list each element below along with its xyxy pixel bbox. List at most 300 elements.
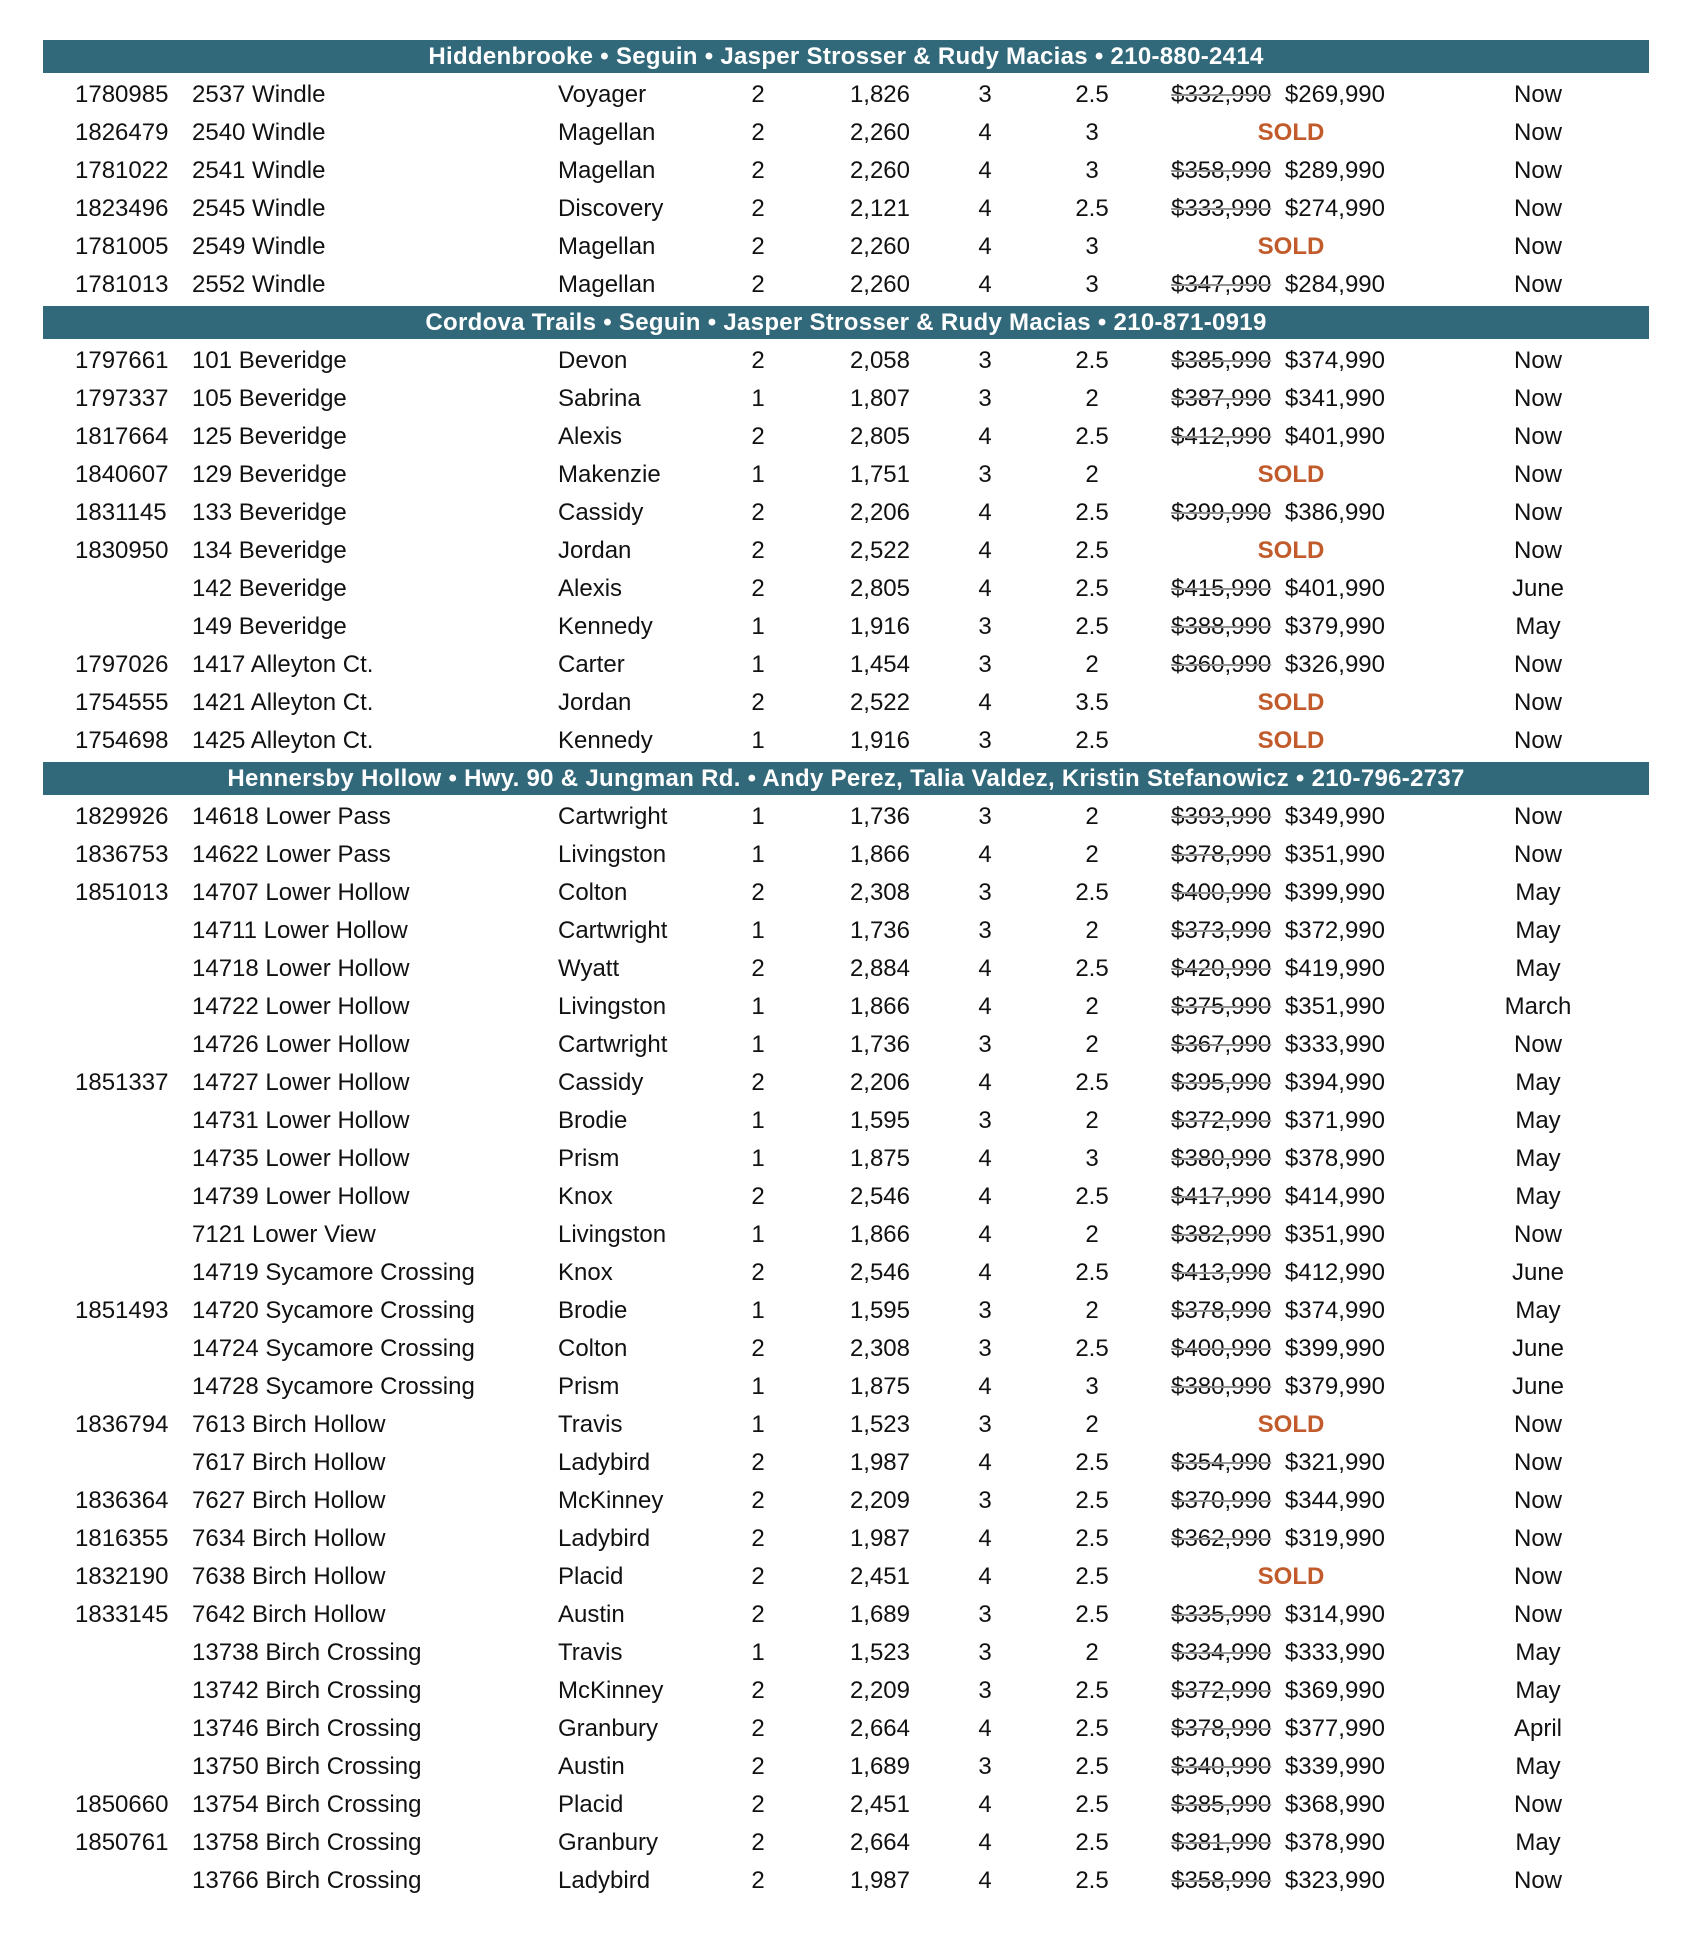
- old-price: $375,990: [1171, 993, 1272, 1020]
- new-price: $289,990: [1284, 157, 1385, 184]
- community-section: [0, 40, 1700, 304]
- new-price: $284,990: [1284, 271, 1385, 298]
- price-cell: [1125, 1406, 1385, 1444]
- sold-badge: SOLD: [1257, 1563, 1325, 1590]
- availability: Now: [1513, 689, 1562, 716]
- listing-row: [0, 266, 1700, 304]
- stories-count: 1: [751, 1373, 765, 1400]
- availability: Now: [1513, 1791, 1562, 1818]
- plan-name: Cartwright: [558, 803, 668, 830]
- plan-name: Alexis: [558, 575, 623, 602]
- stories-count: 2: [751, 1563, 765, 1590]
- baths-count: 2: [1085, 1639, 1099, 1666]
- availability: Now: [1513, 727, 1562, 754]
- price-cell: [1125, 1140, 1385, 1178]
- plan-name: Magellan: [558, 271, 656, 298]
- listing-id: [75, 1330, 195, 1368]
- baths-count: 2.5: [1075, 1525, 1109, 1552]
- beds-count: 4: [978, 1715, 992, 1742]
- square-footage: 2,121: [849, 195, 910, 222]
- listing-row: [0, 114, 1700, 152]
- baths-count: 2: [1085, 461, 1099, 488]
- beds-count: 3: [978, 1411, 992, 1438]
- stories-count: 1: [751, 917, 765, 944]
- baths-count: 2.5: [1075, 347, 1109, 374]
- listing-address: 13738 Birch Crossing: [192, 1639, 422, 1666]
- listing-address: 7617 Birch Hollow: [192, 1449, 386, 1476]
- availability: June: [1511, 575, 1565, 602]
- old-price: $381,990: [1171, 1829, 1272, 1856]
- baths-count: 2.5: [1075, 1259, 1109, 1286]
- square-footage: 2,522: [849, 689, 910, 716]
- old-price: $334,990: [1171, 1639, 1272, 1666]
- listing-row: [0, 76, 1700, 114]
- listing-id: [75, 1634, 195, 1672]
- plan-name: Placid: [558, 1791, 624, 1818]
- stories-count: 1: [751, 1145, 765, 1172]
- section-header: [43, 306, 1649, 339]
- stories-count: 2: [751, 1525, 765, 1552]
- availability: May: [1515, 955, 1561, 982]
- square-footage: 2,805: [849, 423, 910, 450]
- plan-name: Devon: [558, 347, 628, 374]
- stories-count: 1: [751, 461, 765, 488]
- availability: Now: [1513, 81, 1562, 108]
- price-cell: [1125, 1824, 1385, 1862]
- listing-address: 7121 Lower View: [192, 1221, 376, 1248]
- listing-address: 125 Beveridge: [192, 423, 347, 450]
- baths-count: 2.5: [1075, 195, 1109, 222]
- price-cell: [1125, 608, 1385, 646]
- listing-id: 1781022: [75, 157, 169, 184]
- baths-count: 2.5: [1075, 1601, 1109, 1628]
- old-price: $335,990: [1171, 1601, 1272, 1628]
- plan-name: Austin: [558, 1601, 625, 1628]
- listing-row: [0, 1444, 1700, 1482]
- price-cell: [1125, 1444, 1385, 1482]
- new-price: $378,990: [1284, 1145, 1385, 1172]
- beds-count: 3: [978, 727, 992, 754]
- price-cell: [1125, 418, 1385, 456]
- old-price: $332,990: [1171, 81, 1272, 108]
- availability: June: [1511, 1259, 1565, 1286]
- plan-name: Carter: [558, 651, 625, 678]
- beds-count: 3: [978, 1677, 992, 1704]
- listing-row: [0, 798, 1700, 836]
- plan-name: Prism: [558, 1145, 620, 1172]
- listing-row: [0, 152, 1700, 190]
- listing-address: 14720 Sycamore Crossing: [192, 1297, 475, 1324]
- plan-name: Knox: [558, 1183, 613, 1210]
- plan-name: Livingston: [558, 1221, 667, 1248]
- stories-count: 2: [751, 1677, 765, 1704]
- listing-id: [75, 1140, 195, 1178]
- new-price: $323,990: [1284, 1867, 1385, 1894]
- square-footage: 1,826: [849, 81, 910, 108]
- square-footage: 2,058: [849, 347, 910, 374]
- square-footage: 1,595: [849, 1297, 910, 1324]
- listing-id: 1781005: [75, 233, 169, 260]
- baths-count: 2.5: [1075, 1487, 1109, 1514]
- beds-count: 4: [978, 1069, 992, 1096]
- price-cell: [1125, 570, 1385, 608]
- availability: May: [1515, 1145, 1561, 1172]
- stories-count: 1: [751, 613, 765, 640]
- old-price: $399,990: [1171, 499, 1272, 526]
- price-cell: [1125, 988, 1385, 1026]
- new-price: $314,990: [1284, 1601, 1385, 1628]
- listing-id: 1851337: [75, 1069, 169, 1096]
- new-price: $386,990: [1284, 499, 1385, 526]
- baths-count: 2: [1085, 1221, 1099, 1248]
- stories-count: 2: [751, 195, 765, 222]
- stories-count: 2: [751, 1487, 765, 1514]
- old-price: $333,990: [1171, 195, 1272, 222]
- price-cell: [1125, 798, 1385, 836]
- stories-count: 2: [751, 1449, 765, 1476]
- listing-id: 1836753: [75, 841, 169, 868]
- stories-count: 1: [751, 1297, 765, 1324]
- baths-count: 2.5: [1075, 1335, 1109, 1362]
- availability: Now: [1513, 1867, 1562, 1894]
- community-section: [0, 306, 1700, 760]
- price-cell: [1125, 228, 1385, 266]
- new-price: $349,990: [1284, 803, 1385, 830]
- plan-name: Kennedy: [558, 727, 653, 754]
- listing-address: 14731 Lower Hollow: [192, 1107, 410, 1134]
- plan-name: Knox: [558, 1259, 613, 1286]
- listing-id: 1850761: [75, 1829, 169, 1856]
- availability: Now: [1513, 195, 1562, 222]
- listing-address: 2540 Windle: [192, 119, 326, 146]
- sold-badge: SOLD: [1257, 119, 1325, 146]
- plan-name: Colton: [558, 879, 628, 906]
- availability: May: [1515, 613, 1561, 640]
- old-price: $358,990: [1171, 157, 1272, 184]
- old-price: $415,990: [1171, 575, 1272, 602]
- sold-badge: SOLD: [1257, 461, 1325, 488]
- listing-id: 1817664: [75, 423, 169, 450]
- square-footage: 1,595: [849, 1107, 910, 1134]
- price-cell: [1125, 1710, 1385, 1748]
- baths-count: 2.5: [1075, 1183, 1109, 1210]
- old-price: $380,990: [1171, 1373, 1272, 1400]
- baths-count: 2.5: [1075, 1715, 1109, 1742]
- old-price: $340,990: [1171, 1753, 1272, 1780]
- price-cell: [1125, 456, 1385, 494]
- square-footage: 2,664: [849, 1829, 910, 1856]
- baths-count: 3.5: [1075, 689, 1109, 716]
- price-cell: [1125, 494, 1385, 532]
- stories-count: 1: [751, 651, 765, 678]
- price-cell: [1125, 380, 1385, 418]
- listing-id: 1850660: [75, 1791, 169, 1818]
- listing-row: [0, 1634, 1700, 1672]
- listing-id: 1836794: [75, 1411, 169, 1438]
- listing-row: [0, 1862, 1700, 1900]
- stories-count: 2: [751, 1829, 765, 1856]
- listing-row: [0, 874, 1700, 912]
- listing-id: [75, 1102, 195, 1140]
- availability: Now: [1513, 119, 1562, 146]
- price-cell: [1125, 684, 1385, 722]
- stories-count: 2: [751, 1259, 765, 1286]
- stories-count: 2: [751, 1753, 765, 1780]
- square-footage: 2,260: [849, 233, 910, 260]
- listing-row: [0, 1824, 1700, 1862]
- listing-address: 7634 Birch Hollow: [192, 1525, 386, 1552]
- beds-count: 3: [978, 81, 992, 108]
- old-price: $395,990: [1171, 1069, 1272, 1096]
- stories-count: 2: [751, 271, 765, 298]
- old-price: $382,990: [1171, 1221, 1272, 1248]
- old-price: $378,990: [1171, 841, 1272, 868]
- availability: Now: [1513, 841, 1562, 868]
- baths-count: 2.5: [1075, 1677, 1109, 1704]
- listing-address: 14728 Sycamore Crossing: [192, 1373, 475, 1400]
- new-price: $372,990: [1284, 917, 1385, 944]
- new-price: $333,990: [1284, 1639, 1385, 1666]
- square-footage: 1,523: [849, 1639, 910, 1666]
- old-price: $372,990: [1171, 1677, 1272, 1704]
- listing-row: [0, 1482, 1700, 1520]
- price-cell: [1125, 1482, 1385, 1520]
- price-cell: [1125, 1178, 1385, 1216]
- listing-id: 1754555: [75, 689, 169, 716]
- plan-name: Magellan: [558, 157, 656, 184]
- listing-row: [0, 1672, 1700, 1710]
- listing-address: 134 Beveridge: [192, 537, 347, 564]
- availability: Now: [1513, 271, 1562, 298]
- baths-count: 2.5: [1075, 1753, 1109, 1780]
- plan-name: Magellan: [558, 233, 656, 260]
- new-price: $399,990: [1284, 879, 1385, 906]
- plan-name: Wyatt: [558, 955, 620, 982]
- baths-count: 2.5: [1075, 727, 1109, 754]
- listing-address: 1421 Alleyton Ct.: [192, 689, 374, 716]
- new-price: $374,990: [1284, 1297, 1385, 1324]
- square-footage: 1,987: [849, 1867, 910, 1894]
- beds-count: 4: [978, 993, 992, 1020]
- price-cell: [1125, 722, 1385, 760]
- new-price: $326,990: [1284, 651, 1385, 678]
- listing-address: 133 Beveridge: [192, 499, 347, 526]
- beds-count: 4: [978, 841, 992, 868]
- beds-count: 4: [978, 1183, 992, 1210]
- listing-row: [0, 1520, 1700, 1558]
- baths-count: 3: [1085, 119, 1099, 146]
- stories-count: 1: [751, 803, 765, 830]
- new-price: $368,990: [1284, 1791, 1385, 1818]
- square-footage: 2,260: [849, 119, 910, 146]
- section-header: [43, 762, 1649, 795]
- availability: May: [1515, 1753, 1561, 1780]
- new-price: $419,990: [1284, 955, 1385, 982]
- baths-count: 3: [1085, 1373, 1099, 1400]
- beds-count: 4: [978, 1525, 992, 1552]
- new-price: $401,990: [1284, 423, 1385, 450]
- stories-count: 2: [751, 1791, 765, 1818]
- plan-name: Brodie: [558, 1297, 628, 1324]
- listing-id: 1832190: [75, 1563, 169, 1590]
- listing-address: 105 Beveridge: [192, 385, 347, 412]
- square-footage: 1,866: [849, 841, 910, 868]
- price-cell: [1125, 152, 1385, 190]
- price-cell: [1125, 1102, 1385, 1140]
- availability: Now: [1513, 803, 1562, 830]
- listing-id: [75, 1178, 195, 1216]
- price-cell: [1125, 1330, 1385, 1368]
- old-price: $413,990: [1171, 1259, 1272, 1286]
- listing-id: 1830950: [75, 537, 169, 564]
- stories-count: 2: [751, 1867, 765, 1894]
- new-price: $269,990: [1284, 81, 1385, 108]
- old-price: $373,990: [1171, 917, 1272, 944]
- old-price: $360,990: [1171, 651, 1272, 678]
- baths-count: 2: [1085, 841, 1099, 868]
- listing-row: [0, 1178, 1700, 1216]
- beds-count: 4: [978, 1829, 992, 1856]
- sold-badge: SOLD: [1257, 233, 1325, 260]
- stories-count: 2: [751, 423, 765, 450]
- listing-address: 2541 Windle: [192, 157, 326, 184]
- plan-name: Magellan: [558, 119, 656, 146]
- listing-id: [75, 1710, 195, 1748]
- availability: May: [1515, 1107, 1561, 1134]
- listing-id: [75, 1026, 195, 1064]
- section-header: [43, 40, 1649, 73]
- stories-count: 2: [751, 81, 765, 108]
- square-footage: 2,260: [849, 157, 910, 184]
- listing-address: 14724 Sycamore Crossing: [192, 1335, 475, 1362]
- square-footage: 1,736: [849, 803, 910, 830]
- price-cell: [1125, 1216, 1385, 1254]
- plan-name: Discovery: [558, 195, 664, 222]
- square-footage: 1,987: [849, 1525, 910, 1552]
- availability: Now: [1513, 233, 1562, 260]
- square-footage: 1,454: [849, 651, 910, 678]
- square-footage: 2,664: [849, 1715, 910, 1742]
- stories-count: 2: [751, 157, 765, 184]
- square-footage: 2,451: [849, 1563, 910, 1590]
- plan-name: Cassidy: [558, 1069, 644, 1096]
- listing-address: 13766 Birch Crossing: [192, 1867, 422, 1894]
- beds-count: 3: [978, 1639, 992, 1666]
- listing-row: [0, 342, 1700, 380]
- stories-count: 1: [751, 993, 765, 1020]
- price-cell: [1125, 1064, 1385, 1102]
- listing-address: 2537 Windle: [192, 81, 326, 108]
- availability: Now: [1513, 385, 1562, 412]
- beds-count: 3: [978, 1601, 992, 1628]
- listing-address: 7642 Birch Hollow: [192, 1601, 386, 1628]
- plan-name: Travis: [558, 1411, 623, 1438]
- price-cell: [1125, 950, 1385, 988]
- plan-name: Cartwright: [558, 1031, 668, 1058]
- beds-count: 4: [978, 1867, 992, 1894]
- price-cell: [1125, 912, 1385, 950]
- beds-count: 4: [978, 1449, 992, 1476]
- stories-count: 2: [751, 119, 765, 146]
- baths-count: 2: [1085, 1411, 1099, 1438]
- beds-count: 4: [978, 157, 992, 184]
- beds-count: 4: [978, 271, 992, 298]
- baths-count: 2.5: [1075, 1867, 1109, 1894]
- plan-name: Placid: [558, 1563, 624, 1590]
- old-price: $412,990: [1171, 423, 1272, 450]
- new-price: $378,990: [1284, 1829, 1385, 1856]
- square-footage: 1,866: [849, 993, 910, 1020]
- beds-count: 3: [978, 917, 992, 944]
- new-price: $351,990: [1284, 1221, 1385, 1248]
- stories-count: 2: [751, 1715, 765, 1742]
- beds-count: 4: [978, 1259, 992, 1286]
- beds-count: 4: [978, 499, 992, 526]
- listing-address: 13758 Birch Crossing: [192, 1829, 422, 1856]
- sold-badge: SOLD: [1257, 1411, 1325, 1438]
- availability: Now: [1513, 1487, 1562, 1514]
- baths-count: 2.5: [1075, 575, 1109, 602]
- stories-count: 2: [751, 347, 765, 374]
- baths-count: 2.5: [1075, 423, 1109, 450]
- listing-row: [0, 646, 1700, 684]
- listing-row: [0, 570, 1700, 608]
- beds-count: 3: [978, 1297, 992, 1324]
- stories-count: 2: [751, 879, 765, 906]
- price-cell: [1125, 114, 1385, 152]
- beds-count: 3: [978, 803, 992, 830]
- listing-id: 1840607: [75, 461, 169, 488]
- listing-id: 1780985: [75, 81, 169, 108]
- listing-address: 1417 Alleyton Ct.: [192, 651, 374, 678]
- square-footage: 2,522: [849, 537, 910, 564]
- new-price: $344,990: [1284, 1487, 1385, 1514]
- stories-count: 1: [751, 1221, 765, 1248]
- availability: May: [1515, 1297, 1561, 1324]
- baths-count: 2: [1085, 385, 1099, 412]
- square-footage: 1,875: [849, 1145, 910, 1172]
- community-section: [0, 762, 1700, 1900]
- listing-id: 1836364: [75, 1487, 169, 1514]
- square-footage: 1,689: [849, 1601, 910, 1628]
- listing-row: [0, 1786, 1700, 1824]
- stories-count: 2: [751, 537, 765, 564]
- old-price: $385,990: [1171, 347, 1272, 374]
- beds-count: 3: [978, 1753, 992, 1780]
- beds-count: 3: [978, 879, 992, 906]
- new-price: $401,990: [1284, 575, 1385, 602]
- listing-row: [0, 988, 1700, 1026]
- baths-count: 2: [1085, 651, 1099, 678]
- stories-count: 2: [751, 575, 765, 602]
- square-footage: 2,209: [849, 1487, 910, 1514]
- square-footage: 2,308: [849, 1335, 910, 1362]
- new-price: $351,990: [1284, 993, 1385, 1020]
- old-price: $362,990: [1171, 1525, 1272, 1552]
- availability: Now: [1513, 1449, 1562, 1476]
- beds-count: 3: [978, 1335, 992, 1362]
- old-price: $387,990: [1171, 385, 1272, 412]
- square-footage: 2,206: [849, 499, 910, 526]
- beds-count: 4: [978, 1145, 992, 1172]
- listing-row: [0, 836, 1700, 874]
- baths-count: 2.5: [1075, 955, 1109, 982]
- listing-row: [0, 684, 1700, 722]
- listing-address: 14707 Lower Hollow: [192, 879, 410, 906]
- beds-count: 3: [978, 651, 992, 678]
- listing-id: [75, 1368, 195, 1406]
- listing-row: [0, 1710, 1700, 1748]
